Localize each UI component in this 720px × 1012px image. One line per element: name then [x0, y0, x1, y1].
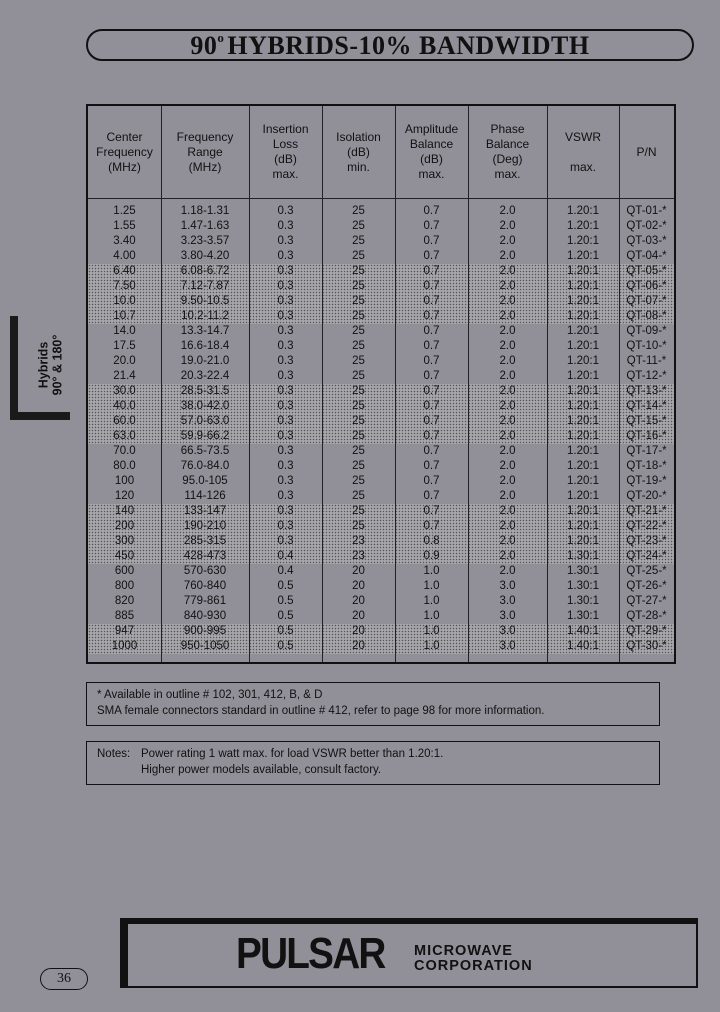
table-cell: 0.5 [277, 610, 294, 622]
table-cell: 570-630 [183, 565, 227, 577]
table-cell: 120 [114, 490, 135, 502]
table-cell: 1.20:1 [567, 220, 599, 232]
table-cell: 300 [88, 534, 161, 549]
table-cell: 0.7 [395, 414, 468, 429]
table-cell: 25 [352, 325, 365, 337]
table-cell: 0.7 [423, 205, 440, 217]
spec-table-frame [86, 104, 676, 664]
table-cell: 2.0 [499, 490, 516, 502]
column-header-line: Loss [272, 137, 299, 151]
table-cell: 1.30:1 [547, 549, 619, 564]
table-cell: 28.5-31.5 [161, 384, 249, 399]
column-header-line: (dB) [347, 144, 370, 159]
table-cell: 1.20:1 [547, 294, 619, 309]
table-cell: 25 [352, 460, 365, 472]
table-cell: 1.30:1 [567, 595, 599, 607]
company-logo-box [120, 918, 698, 988]
table-cell: 0.7 [395, 429, 468, 444]
column-header-line: Frequency [176, 129, 234, 144]
table-cell: 3.0 [468, 639, 547, 654]
company-logo-line2: CORPORATION [414, 958, 533, 974]
column-header-line: VSWR [565, 129, 601, 144]
table-cell: 0.3 [277, 220, 294, 232]
table-cell: 1.0 [423, 565, 440, 577]
table-cell: 20 [352, 580, 365, 592]
table-cell: 20 [352, 565, 365, 577]
table-cell: 25 [352, 370, 365, 382]
table-cell: 0.3 [249, 429, 322, 444]
page-title [86, 29, 694, 61]
table-cell: QT-17-* [626, 445, 667, 457]
header-divider [88, 198, 674, 199]
table-cell: 190-210 [161, 519, 249, 534]
table-cell: 23 [322, 534, 395, 549]
table-cell: 0.7 [423, 235, 440, 247]
table-cell: QT-05-* [619, 264, 674, 279]
table-cell: 1.20:1 [567, 325, 599, 337]
notes-line-2: Higher power models available, consult factory. [141, 764, 382, 776]
column-header-line: Amplitude [404, 122, 459, 136]
table-cell: 3.80-4.20 [180, 250, 230, 262]
table-cell: 20.0 [113, 355, 136, 367]
table-cell: 2.0 [468, 534, 547, 549]
title-degree-value: 90 [190, 30, 218, 60]
table-cell: 0.3 [249, 504, 322, 519]
table-cell: 2.0 [499, 250, 516, 262]
table-cell: 885 [114, 610, 135, 622]
table-cell: 7.12-7.87 [161, 279, 249, 294]
column-header-line: Phase [490, 122, 525, 136]
table-cell: QT-19-* [626, 475, 667, 487]
table-cell: 23 [322, 549, 395, 564]
table-cell: 25 [352, 490, 365, 502]
table-cell: 950-1050 [161, 639, 249, 654]
notes-label: Notes: [97, 748, 131, 760]
table-cell: 1.20:1 [567, 340, 599, 352]
table-cell: 25 [322, 309, 395, 324]
table-cell: 0.3 [249, 384, 322, 399]
table-cell: 0.7 [395, 504, 468, 519]
table-cell: 0.7 [423, 475, 440, 487]
table-cell: 1.20:1 [547, 384, 619, 399]
company-logo-line1: MICROWAVE [414, 943, 513, 959]
table-cell: 760-840 [183, 580, 227, 592]
column-header-line: (MHz) [108, 159, 141, 174]
table-cell: 13.3-14.7 [180, 325, 230, 337]
table-cell: 2.0 [468, 279, 547, 294]
column-divider [249, 106, 250, 662]
table-cell: 20 [352, 595, 365, 607]
column-divider [161, 106, 162, 662]
table-cell: 1.20:1 [567, 490, 599, 502]
table-cell: 1.20:1 [567, 475, 599, 487]
table-cell: 20.3-22.4 [180, 370, 230, 382]
side-tab-bar [10, 316, 18, 420]
table-cell: 2.0 [499, 445, 516, 457]
table-cell: QT-08-* [619, 309, 674, 324]
column-header-line: max. [272, 167, 299, 181]
table-cell: 2.0 [499, 475, 516, 487]
column-header-line: P/N [636, 144, 657, 159]
table-cell: 0.7 [423, 250, 440, 262]
table-cell: QT-26-* [626, 580, 667, 592]
table-cell: 1.0 [423, 580, 440, 592]
table-cell: 2.0 [468, 429, 547, 444]
table-cell: 1.30:1 [567, 565, 599, 577]
column-header-line: Center [106, 129, 143, 144]
table-cell: 800 [114, 580, 135, 592]
table-cell: 1.55 [113, 220, 136, 232]
table-cell: 140 [88, 504, 161, 519]
table-cell: QT-18-* [626, 460, 667, 472]
table-grid-lines [88, 106, 674, 662]
table-cell: 3.23-3.57 [180, 235, 230, 247]
table-cell: 25 [322, 519, 395, 534]
table-cell: 1.25 [113, 205, 136, 217]
table-cell: 25 [352, 235, 365, 247]
table-cell: 600 [114, 565, 135, 577]
table-cell: 9.50-10.5 [161, 294, 249, 309]
title-text: HYBRIDS-10% BANDWIDTH [227, 30, 590, 60]
table-cell: 25 [322, 504, 395, 519]
table-cell: QT-30-* [619, 639, 674, 654]
table-cell: 1.20:1 [567, 355, 599, 367]
logo-frame-left [120, 918, 128, 988]
table-cell: 2.0 [468, 264, 547, 279]
table-cell: QT-29-* [619, 624, 674, 639]
table-cell: 0.3 [249, 279, 322, 294]
table-cell: 0.3 [277, 460, 294, 472]
table-cell: 100 [114, 475, 135, 487]
table-cell: 2.0 [499, 460, 516, 472]
table-cell: 63.0 [88, 429, 161, 444]
table-cell: 2.0 [499, 565, 516, 577]
table-cell: 1.47-1.63 [180, 220, 230, 232]
column-header-line: (dB) [420, 152, 443, 166]
table-cell: QT-20-* [626, 490, 667, 502]
table-cell: QT-01-* [626, 205, 667, 217]
table-cell: 70.0 [113, 445, 136, 457]
table-cell: 1.0 [423, 610, 440, 622]
table-cell: 4.00 [113, 250, 136, 262]
table-cell: 20 [352, 610, 365, 622]
table-cell: 200 [88, 519, 161, 534]
table-cell: 2.0 [468, 309, 547, 324]
column-header-line: (MHz) [188, 159, 222, 174]
table-cell: QT-10-* [626, 340, 667, 352]
table-cell: 0.3 [249, 399, 322, 414]
table-cell: 1.20:1 [547, 309, 619, 324]
table-cell: 25 [352, 445, 365, 457]
table-cell: 0.3 [277, 250, 294, 262]
table-cell: 0.7 [423, 460, 440, 472]
footnote-line-2: SMA female connectors standard in outline # 412, refer to page 98 for more information. [97, 705, 545, 717]
table-cell: 0.5 [249, 639, 322, 654]
table-cell: 1.20:1 [547, 414, 619, 429]
table-cell: 60.0 [88, 414, 161, 429]
table-cell: 3.40 [113, 235, 136, 247]
table-cell: QT-03-* [626, 235, 667, 247]
table-cell: 0.4 [249, 549, 322, 564]
column-divider [619, 106, 620, 662]
table-cell: 1.20:1 [547, 399, 619, 414]
table-cell: 450 [88, 549, 161, 564]
table-cell: 1.20:1 [547, 519, 619, 534]
table-cell: QT-23-* [619, 534, 674, 549]
column-divider [547, 106, 548, 662]
table-cell: 285-315 [161, 534, 249, 549]
column-header-line: Balance [485, 137, 530, 151]
table-cell: 3.0 [499, 580, 516, 592]
table-cell: QT-02-* [626, 220, 667, 232]
table-cell: 2.0 [468, 414, 547, 429]
table-cell: 1.20:1 [547, 429, 619, 444]
table-cell: 38.0-42.0 [161, 399, 249, 414]
table-cell: 428-473 [161, 549, 249, 564]
table-cell: 0.3 [249, 309, 322, 324]
table-cell: 25 [322, 264, 395, 279]
table-cell: 0.5 [249, 624, 322, 639]
table-cell: 21.4 [113, 370, 136, 382]
table-cell: 95.0-105 [182, 475, 228, 487]
table-cell: 66.5-73.5 [180, 445, 230, 457]
table-cell: 20 [322, 639, 395, 654]
table-cell: 1.20:1 [567, 235, 599, 247]
table-cell: 0.3 [277, 490, 294, 502]
table-cell: 0.7 [395, 519, 468, 534]
table-cell: 1.40:1 [547, 639, 619, 654]
table-cell: 25 [352, 250, 365, 262]
side-tab-bar-bottom [10, 412, 70, 420]
table-cell: 0.7 [395, 264, 468, 279]
table-cell: 0.7 [395, 399, 468, 414]
table-cell: 1.30:1 [567, 610, 599, 622]
table-cell: 840-930 [183, 610, 227, 622]
table-cell: 2.0 [468, 504, 547, 519]
table-cell: 2.0 [468, 384, 547, 399]
table-cell: 80.0 [113, 460, 136, 472]
side-tab-line2: 90° & 180° [50, 334, 65, 396]
table-cell: 0.3 [277, 475, 294, 487]
table-cell: 10.7 [88, 309, 161, 324]
table-cell: 1.20:1 [567, 250, 599, 262]
table-cell: QT-09-* [626, 325, 667, 337]
table-cell: 59.9-66.2 [161, 429, 249, 444]
table-cell: 2.0 [499, 370, 516, 382]
table-cell: 3.0 [499, 595, 516, 607]
table-cell: 2.0 [468, 294, 547, 309]
table-cell: 0.7 [395, 279, 468, 294]
table-cell: 0.7 [423, 325, 440, 337]
table-cell: 0.7 [423, 370, 440, 382]
column-divider [395, 106, 396, 662]
table-cell: 1.20:1 [547, 534, 619, 549]
table-cell: QT-25-* [626, 565, 667, 577]
table-cell: 0.3 [249, 519, 322, 534]
table-cell: 1.20:1 [567, 460, 599, 472]
table-cell: 947 [88, 624, 161, 639]
table-cell: 76.0-84.0 [180, 460, 230, 472]
table-cell: 0.8 [395, 534, 468, 549]
section-side-tab [10, 316, 70, 420]
table-cell: 0.7 [423, 490, 440, 502]
table-cell: 0.3 [277, 325, 294, 337]
column-divider [322, 106, 323, 662]
column-header-line: (Deg) [492, 152, 523, 166]
notes-box [86, 741, 660, 785]
column-header-line: max. [569, 159, 596, 174]
footnote-line-1: * Available in outline # 102, 301, 412, B, & D [97, 689, 323, 701]
table-cell: 40.0 [88, 399, 161, 414]
footnote-box [86, 682, 660, 726]
table-cell: 14.0 [113, 325, 136, 337]
table-cell: 0.7 [395, 309, 468, 324]
table-cell: 1.18-1.31 [180, 205, 230, 217]
page-number: 36 [40, 968, 88, 990]
table-cell: 0.7 [395, 384, 468, 399]
table-cell: 0.7 [423, 445, 440, 457]
table-cell: 1.40:1 [547, 624, 619, 639]
table-cell: 0.3 [249, 264, 322, 279]
table-cell: QT-28-* [626, 610, 667, 622]
table-cell: QT-12-* [626, 370, 667, 382]
table-cell: 2.0 [468, 399, 547, 414]
table-cell: 779-861 [183, 595, 227, 607]
table-cell: 1000 [88, 639, 161, 654]
table-cell: 3.0 [468, 624, 547, 639]
table-cell: 133-147 [161, 504, 249, 519]
table-cell: 0.3 [277, 340, 294, 352]
table-cell: 0.3 [277, 205, 294, 217]
table-cell: 2.0 [499, 205, 516, 217]
column-header-line: max. [494, 167, 521, 181]
table-cell: 30.0 [88, 384, 161, 399]
table-cell: 0.3 [249, 294, 322, 309]
table-cell: 7.50 [88, 279, 161, 294]
table-cell: 820 [114, 595, 135, 607]
table-cell: 1.20:1 [547, 264, 619, 279]
table-cell: QT-15-* [619, 414, 674, 429]
table-cell: 0.7 [423, 355, 440, 367]
table-cell: 0.3 [249, 534, 322, 549]
table-cell: QT-11-* [626, 355, 667, 367]
table-cell: 2.0 [499, 340, 516, 352]
table-cell: 0.7 [423, 220, 440, 232]
table-cell: QT-13-* [619, 384, 674, 399]
table-cell: 1.20:1 [567, 370, 599, 382]
table-cell: 25 [322, 399, 395, 414]
title-degree-symbol: o [217, 29, 225, 45]
table-cell: 1.20:1 [567, 205, 599, 217]
table-cell: 25 [352, 205, 365, 217]
table-cell: 2.0 [468, 549, 547, 564]
column-header-line: Range [187, 144, 223, 159]
table-cell: 0.3 [277, 235, 294, 247]
table-cell: 6.40 [88, 264, 161, 279]
table-cell: 1.20:1 [547, 504, 619, 519]
table-cell: 0.3 [277, 445, 294, 457]
column-header-line: Isolation [336, 129, 381, 144]
column-header-line: Insertion [262, 122, 309, 136]
table-cell: QT-22-* [619, 519, 674, 534]
table-cell: 25 [352, 220, 365, 232]
column-header-line: min. [347, 159, 370, 174]
table-cell: 0.3 [277, 355, 294, 367]
table-cell: 1.0 [395, 624, 468, 639]
logo-frame-top [120, 918, 698, 924]
column-header-line: Frequency [96, 144, 153, 159]
table-cell: QT-04-* [626, 250, 667, 262]
side-tab-line1: Hybrids [36, 341, 51, 389]
table-cell: 25 [352, 340, 365, 352]
table-cell: 1.30:1 [567, 580, 599, 592]
company-logo-name: PULSAR [236, 929, 385, 978]
table-cell: 25 [322, 279, 395, 294]
table-cell: 2.0 [468, 519, 547, 534]
table-cell: QT-06-* [619, 279, 674, 294]
table-cell: 0.7 [395, 294, 468, 309]
table-cell: QT-27-* [626, 595, 667, 607]
table-cell: 1.20:1 [547, 279, 619, 294]
table-cell: 10.0 [88, 294, 161, 309]
table-cell: 0.3 [249, 414, 322, 429]
table-cell: 0.4 [277, 565, 294, 577]
column-divider [468, 106, 469, 662]
table-cell: 1.20:1 [567, 445, 599, 457]
table-cell: QT-07-* [619, 294, 674, 309]
company-logo-subtitle [414, 944, 533, 974]
table-cell: QT-16-* [619, 429, 674, 444]
table-cell: 2.0 [499, 235, 516, 247]
table-cell: 0.7 [423, 340, 440, 352]
notes-line-1: Power rating 1 watt max. for load VSWR better than 1.20:1. [141, 748, 444, 760]
table-cell: 25 [322, 429, 395, 444]
table-cell: QT-14-* [619, 399, 674, 414]
table-cell: 900-995 [161, 624, 249, 639]
table-cell: 20 [322, 624, 395, 639]
table-cell: 114-126 [184, 490, 226, 502]
column-header-line: Balance [409, 137, 454, 151]
table-cell: 25 [352, 475, 365, 487]
column-header-line: (dB) [274, 152, 297, 166]
table-cell: 2.0 [499, 325, 516, 337]
column-header-line: max. [418, 167, 445, 181]
table-cell: QT-24-* [619, 549, 674, 564]
table-cell: 0.9 [395, 549, 468, 564]
table-cell: 1.0 [395, 639, 468, 654]
table-cell: 25 [322, 384, 395, 399]
table-cell: 57.0-63.0 [161, 414, 249, 429]
table-cell: 0.3 [277, 370, 294, 382]
table-cell: 17.5 [113, 340, 136, 352]
table-cell: 0.5 [277, 595, 294, 607]
table-cell: 2.0 [499, 355, 516, 367]
table-cell: 1.0 [423, 595, 440, 607]
table-cell: 10.2-11.2 [161, 309, 249, 324]
table-cell: 2.0 [499, 220, 516, 232]
table-cell: 3.0 [499, 610, 516, 622]
table-cell: QT-21-* [619, 504, 674, 519]
table-cell: 25 [322, 294, 395, 309]
table-cell: 16.6-18.4 [180, 340, 230, 352]
table-cell: 19.0-21.0 [180, 355, 230, 367]
table-cell: 6.08-6.72 [161, 264, 249, 279]
table-cell: 25 [322, 414, 395, 429]
table-cell: 0.5 [277, 580, 294, 592]
table-cell: 25 [352, 355, 365, 367]
